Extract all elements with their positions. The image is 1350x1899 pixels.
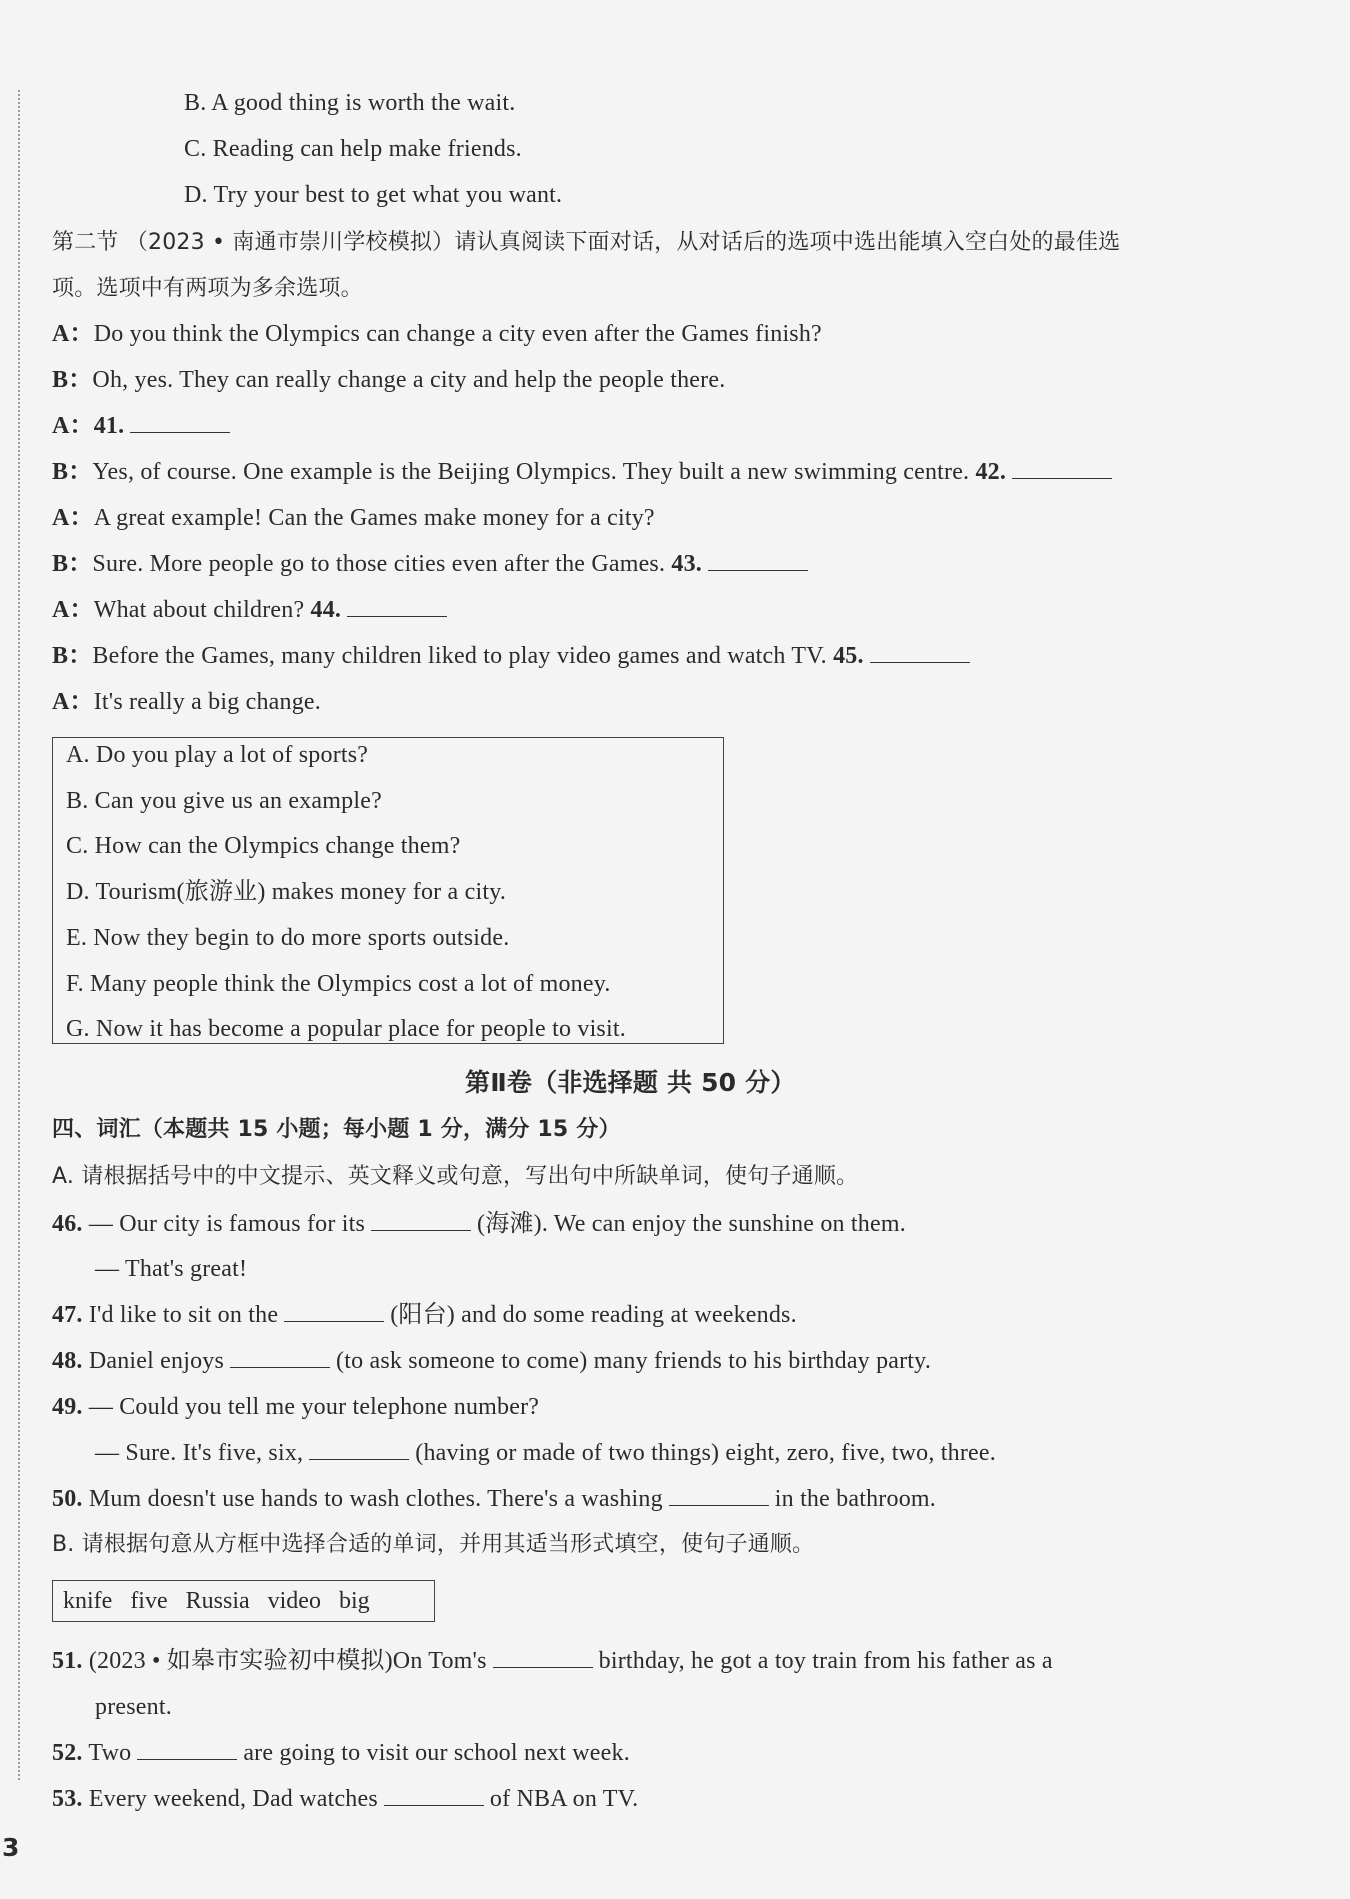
part2-title: 第Ⅱ卷（非选择题 共 50 分）	[465, 1068, 796, 1097]
option-c: C. How can the Olympics change them?	[66, 833, 461, 859]
question-text: in the bathroom.	[774, 1486, 936, 1512]
dialogue-text: Do you think the Olympics can change a city even after the Games finish?	[93, 321, 822, 347]
question-48	[52, 1346, 931, 1376]
part-b-instruction: B. 请根据句意从方框中选择合适的单词，并用其适当形式填空，使句子通顺。	[52, 1532, 815, 1557]
question-number: 45.	[833, 643, 864, 669]
answer-blank-51[interactable]	[493, 1647, 593, 1668]
prev-option-d: D. Try your best to get what you want.	[184, 182, 563, 208]
section2-instruction-line2: 项。选项中有两项为多余选项。	[52, 276, 363, 301]
option-d: D. Tourism(旅游业) makes money for a city.	[66, 879, 507, 905]
part-a-instruction: A. 请根据括号中的中文提示、英文释义或句意，写出句中所缺单词，使句子通顺。	[52, 1164, 859, 1189]
question-number: 51.	[52, 1648, 83, 1674]
question-number: 49.	[52, 1394, 83, 1420]
question-49-reply	[95, 1438, 996, 1468]
dialogue-text: It's really a big change.	[93, 689, 321, 715]
option-a: A. Do you play a lot of sports?	[66, 742, 369, 768]
answer-blank-52[interactable]	[137, 1739, 237, 1760]
speaker-label: B：	[52, 551, 93, 577]
page-number: 3	[2, 1833, 20, 1862]
question-number: 53.	[52, 1786, 83, 1812]
question-text: — Sure. It's five, six,	[95, 1440, 304, 1466]
question-text: — Our city is famous for its	[88, 1211, 366, 1237]
dialogue-text: Before the Games, many children liked to play video games and watch TV.	[92, 643, 827, 669]
dialogue-text: A great example! Can the Games make money for a city?	[93, 505, 655, 531]
question-46	[52, 1209, 906, 1239]
dialogue-line	[52, 549, 814, 579]
question-text: are going to visit our school next week.	[243, 1740, 630, 1766]
dialogue-line	[52, 365, 725, 395]
question-51	[52, 1646, 1053, 1676]
question-49	[52, 1392, 539, 1422]
question-number: 48.	[52, 1348, 83, 1374]
question-text: Daniel enjoys	[88, 1348, 225, 1374]
question-number: 42.	[975, 459, 1007, 485]
question-number: 41.	[93, 413, 125, 439]
question-51-cont: present.	[95, 1694, 172, 1720]
dialogue-text: Yes, of course. One example is the Beijing Olympics. They built a new swimming centre.	[92, 459, 970, 485]
answer-blank-42[interactable]	[1012, 458, 1112, 479]
answer-blank-41[interactable]	[130, 412, 230, 433]
question-text: (having or made of two things) eight, zero, five, two, three.	[415, 1440, 996, 1466]
dialogue-line	[52, 319, 822, 349]
dialogue-line	[52, 457, 1118, 487]
question-number: 46.	[52, 1211, 83, 1237]
question-number: 44.	[310, 597, 342, 623]
question-46-reply: — That's great!	[95, 1256, 248, 1282]
question-50	[52, 1484, 936, 1514]
answer-blank-45[interactable]	[870, 642, 970, 663]
dialogue-line	[52, 595, 453, 625]
answer-blank-48[interactable]	[230, 1347, 330, 1368]
question-text: (海滩). We can enjoy the sunshine on them.	[477, 1211, 906, 1237]
dialogue-line	[52, 411, 236, 441]
dialogue-text: What about children?	[93, 597, 305, 623]
dialogue-line	[52, 503, 655, 533]
prev-option-b: B. A good thing is worth the wait.	[184, 90, 516, 116]
speaker-label: A：	[52, 597, 94, 623]
option-g: G. Now it has become a popular place for people to visit.	[66, 1016, 626, 1042]
word-bank-box: knife five Russia video big	[52, 1580, 435, 1622]
question-text: birthday, he got a toy train from his father as a	[598, 1648, 1053, 1674]
dialogue-text: Oh, yes. They can really change a city and help the people there.	[92, 367, 726, 393]
question-text: Mum doesn't use hands to wash clothes. There's a washing	[88, 1486, 663, 1512]
dialogue-line	[52, 641, 976, 671]
question-text: of NBA on TV.	[489, 1786, 639, 1812]
question-number: 47.	[52, 1302, 83, 1328]
question-text: Every weekend, Dad watches	[88, 1786, 378, 1812]
question-number: 52.	[52, 1740, 83, 1766]
fold-line	[18, 90, 20, 1780]
question-number: 43.	[671, 551, 702, 577]
speaker-label: B：	[52, 367, 93, 393]
vocab-header: 四、词汇（本题共 15 小题；每小题 1 分，满分 15 分）	[52, 1117, 621, 1142]
question-47	[52, 1300, 797, 1330]
speaker-label: B：	[52, 459, 93, 485]
speaker-label: A：	[52, 689, 94, 715]
answer-blank-46[interactable]	[371, 1210, 471, 1231]
question-text: — Could you tell me your telephone number?	[88, 1394, 540, 1420]
answer-blank-43[interactable]	[708, 550, 808, 571]
speaker-label: A：	[52, 413, 94, 439]
option-e: E. Now they begin to do more sports outside.	[66, 925, 510, 951]
question-text: (2023 • 如皋市实验初中模拟)On Tom's	[88, 1648, 487, 1674]
question-text: I'd like to sit on the	[88, 1302, 279, 1328]
question-53	[52, 1784, 638, 1814]
answer-blank-53[interactable]	[384, 1785, 484, 1806]
speaker-label: A：	[52, 321, 94, 347]
question-text: (to ask someone to come) many friends to his birthday party.	[336, 1348, 932, 1374]
speaker-label: B：	[52, 643, 93, 669]
answer-blank-47[interactable]	[284, 1301, 384, 1322]
prev-option-c: C. Reading can help make friends.	[184, 136, 522, 162]
answer-blank-50[interactable]	[669, 1485, 769, 1506]
dialogue-text: Sure. More people go to those cities even after the Games.	[92, 551, 666, 577]
question-text: Two	[88, 1740, 132, 1766]
option-b: B. Can you give us an example?	[66, 788, 382, 814]
answer-blank-49[interactable]	[309, 1439, 409, 1460]
question-52	[52, 1738, 630, 1768]
option-f: F. Many people think the Olympics cost a lot of money.	[66, 971, 611, 997]
speaker-label: A：	[52, 505, 94, 531]
question-text: (阳台) and do some reading at weekends.	[390, 1302, 797, 1328]
dialogue-line	[52, 687, 321, 717]
question-number: 50.	[52, 1486, 83, 1512]
section2-instruction-line1: 第二节 （2023 • 南通市崇川学校模拟）请认真阅读下面对话，从对话后的选项中选出能填入空白处的最佳选	[52, 230, 1121, 255]
answer-blank-44[interactable]	[347, 596, 447, 617]
